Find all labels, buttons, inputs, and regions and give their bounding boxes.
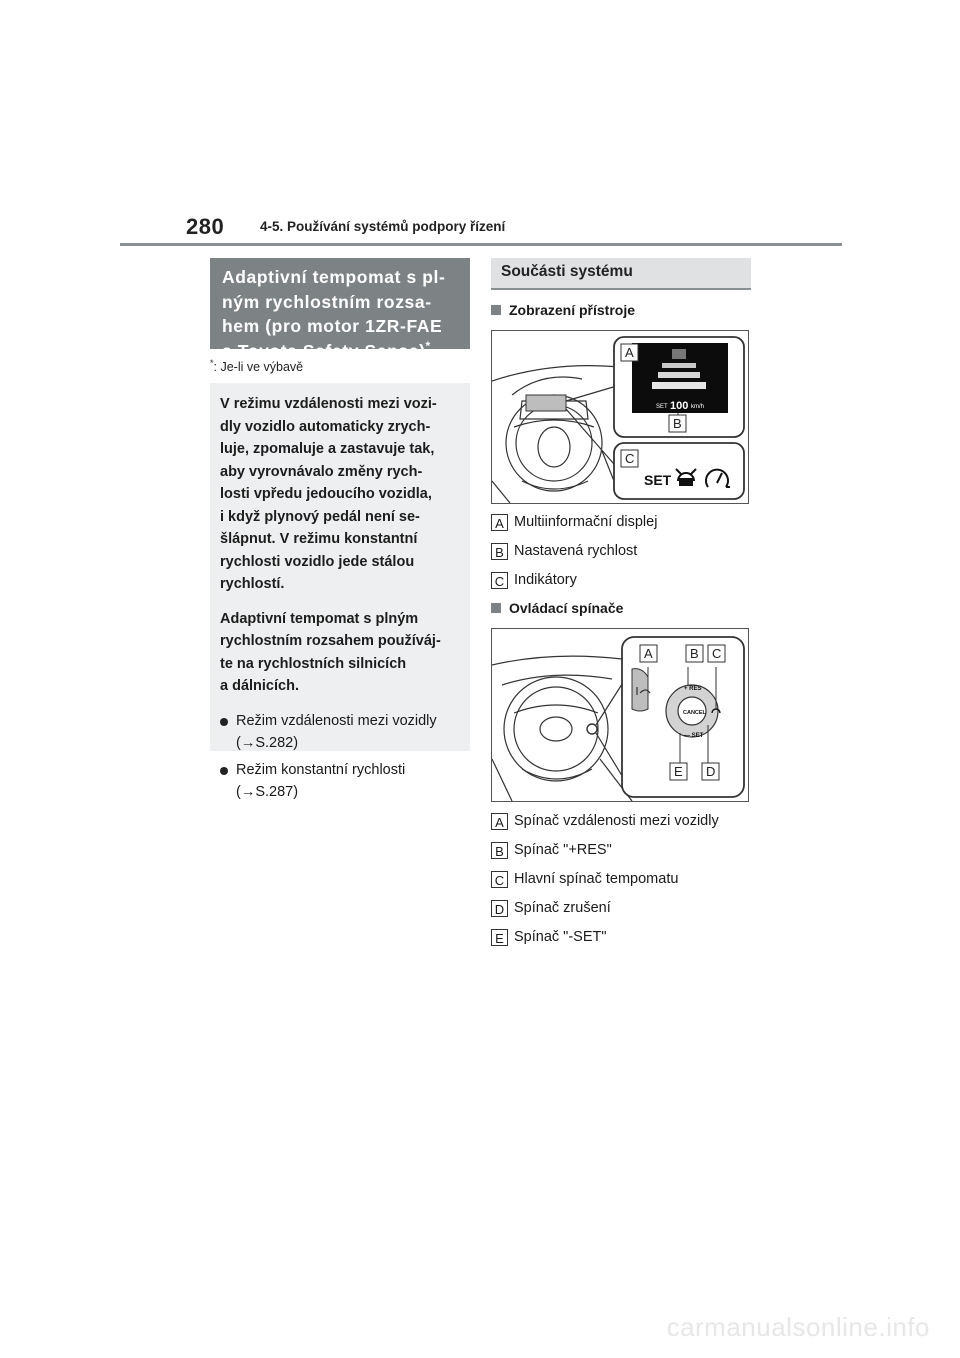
callout-d: D (706, 764, 716, 779)
bullet-dot-icon (220, 718, 228, 726)
text-line: a dálnicích. (220, 678, 299, 694)
page-number: 280 (186, 214, 225, 239)
legend-letter: E (491, 929, 508, 946)
legend-text: Spínač vzdálenosti mezi vozidly (514, 813, 719, 829)
bullet-item (220, 759, 460, 804)
callout-c: C (625, 451, 635, 466)
display-legend (491, 511, 751, 591)
legend-item (491, 926, 751, 948)
section-heading: Součásti systému (491, 258, 751, 290)
legend-letter: B (491, 543, 508, 560)
instrument-cluster-figure (491, 330, 749, 504)
intro-paragraph (220, 393, 460, 596)
legend-letter: D (491, 900, 508, 917)
square-bullet-icon (491, 305, 501, 315)
set-speed: 100 (670, 400, 689, 412)
subheading (491, 300, 751, 320)
bullet-dot-icon (220, 767, 228, 775)
text-line: rychlostním rozsahem používáj- (220, 633, 441, 649)
subheading (491, 598, 751, 618)
watermark: carmanualsonline.info (666, 1312, 930, 1342)
square-bullet-icon (491, 603, 501, 613)
legend-item (491, 540, 751, 562)
legend-item (491, 868, 751, 890)
section-title: 4-5. Používání systémů podpory řízení (260, 219, 506, 234)
callout-e: E (674, 764, 683, 779)
instrument-cluster-drawing (492, 331, 748, 503)
footnote-mark: * (210, 358, 214, 368)
control-switches-figure (491, 628, 749, 802)
switch-location-marker (587, 724, 597, 734)
page-reference-link[interactable]: (→S.287) (236, 784, 299, 800)
article-title (210, 258, 470, 361)
legend-item (491, 569, 751, 591)
text-line: šlápnut. V režimu konstantní (220, 531, 418, 547)
text-line: V režimu vzdálenosti mezi vozi- (220, 396, 437, 412)
callout-b: B (690, 646, 699, 661)
bullet-text: Režim konstantní rychlosti (236, 761, 406, 778)
legend-item (491, 897, 751, 919)
legend-item (491, 839, 751, 861)
subheading-text: Zobrazení přístroje (509, 302, 636, 318)
legend-letter: B (491, 842, 508, 859)
legend-text: Spínač zrušení (514, 900, 611, 916)
left-column (210, 258, 470, 800)
text-line: te na rychlostních silnicích (220, 655, 407, 672)
callout-b: B (673, 416, 682, 431)
cancel-label: CANCEL (683, 710, 706, 716)
text-line: i když plynový pedál není se- (220, 508, 420, 525)
text-line: Adaptivní tempomat s plným (220, 610, 419, 627)
speed-unit: km/h (691, 404, 705, 410)
set-label: — SET (684, 733, 704, 739)
legend-letter: A (491, 514, 508, 531)
title-line-text: s Toyota Safety Sense) (222, 340, 426, 361)
bullet-text: Režim vzdálenosti mezi vozidly (236, 712, 437, 729)
res-label: + RES (684, 686, 702, 692)
bullet-item (220, 710, 460, 755)
info-box (210, 383, 470, 800)
set-indicator: SET (644, 472, 672, 488)
set-label: SET (656, 404, 668, 410)
legend-text: Spínač "+RES" (514, 842, 612, 858)
title-line: ným rychlostním rozsa- (222, 291, 432, 312)
legend-letter: A (491, 813, 508, 830)
text-line: losti vpředu jedoucího vozidla, (220, 486, 432, 502)
legend-text: Nastavená rychlost (514, 543, 638, 559)
legend-text: Spínač "-SET" (514, 929, 607, 945)
text-line: aby vyrovnávalo změny rych- (220, 463, 423, 480)
text-line: dly vozidlo automaticky zrych- (220, 418, 431, 435)
header-rule (120, 243, 842, 246)
usage-paragraph (220, 608, 460, 698)
title-line: hem (pro motor 1ZR-FAE (222, 316, 443, 336)
legend-item (491, 810, 751, 832)
control-switches-drawing (492, 629, 748, 801)
subheading-text: Ovládací spínače (509, 600, 624, 616)
text-line: luje, zpomaluje a zastavuje tak, (220, 441, 435, 457)
legend-text: Hlavní spínač tempomatu (514, 871, 679, 887)
footnote-text: : Je-li ve výbavě (213, 360, 304, 375)
legend-text: Indikátory (514, 572, 577, 588)
legend-letter: C (491, 871, 508, 888)
highlighted-display (526, 395, 566, 411)
switch-legend (491, 810, 751, 948)
callout-a: A (644, 646, 653, 661)
text-line: rychlostí. (220, 576, 285, 592)
legend-letter: C (491, 572, 508, 589)
legend-item (491, 511, 751, 533)
callout-a: A (625, 345, 634, 360)
page-reference-link[interactable]: (→S.282) (236, 735, 299, 751)
legend-text: Multiinformační displej (514, 514, 658, 530)
page-header (0, 0, 960, 250)
title-line: Adaptivní tempomat s pl- (222, 267, 446, 287)
vehicle-icon (672, 349, 686, 359)
page-footer (0, 1250, 960, 1358)
text-line: rychlosti vozidlo jede stálou (220, 553, 415, 570)
callout-c: C (712, 646, 722, 661)
right-column (491, 258, 751, 955)
title-footnote-mark: * (425, 338, 431, 353)
